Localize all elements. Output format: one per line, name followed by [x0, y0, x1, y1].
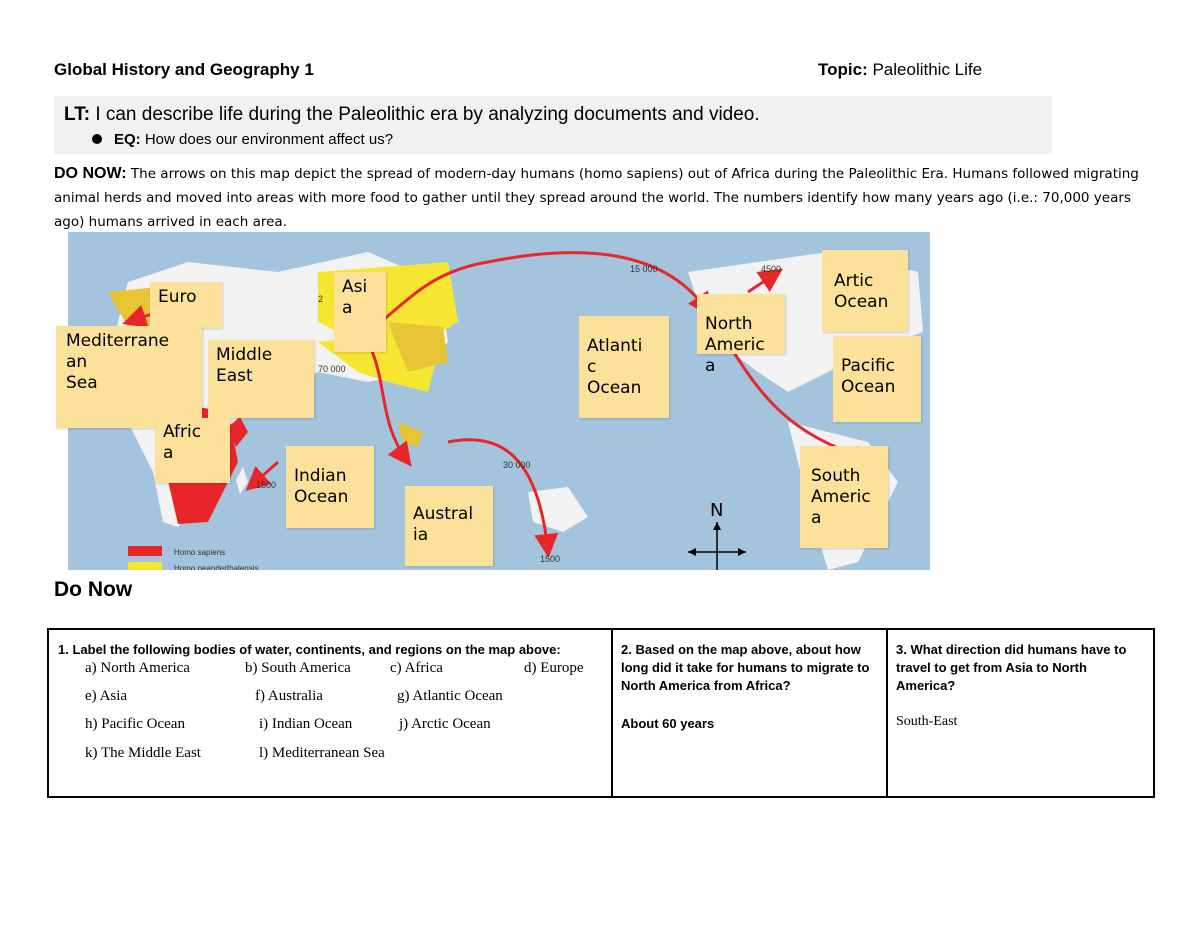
do-now-paragraph: [54, 162, 1154, 234]
q2-answer[interactable]: About 60 years: [621, 716, 715, 731]
do-now-label: DO NOW:: [54, 165, 127, 182]
q1-item: d) Europe: [524, 660, 584, 676]
eq-label: EQ:: [114, 131, 141, 148]
q1-item: c) Africa: [390, 660, 443, 676]
label-europe[interactable]: Euro: [150, 282, 222, 328]
q1-prompt: 1. Label the following bodies of water, continents, and regions on the map above:: [58, 642, 561, 657]
topic-label: Topic:: [818, 60, 868, 79]
compass-n: N: [710, 500, 724, 521]
label-australia[interactable]: Austral ia: [405, 486, 493, 566]
legend-label: Homo sapiens: [174, 548, 226, 557]
question-1-cell: [49, 630, 613, 796]
label-africa[interactable]: Afric a: [155, 418, 230, 483]
bullet-icon: [92, 134, 102, 144]
q1-item: l) Mediterranean Sea: [259, 745, 385, 761]
topic-header: [818, 60, 982, 80]
label-indian-ocean[interactable]: Indian Ocean: [286, 446, 374, 528]
learning-target-box: [54, 96, 1052, 154]
map-number: 1500: [540, 554, 561, 564]
map-number: 1500: [256, 480, 277, 490]
q1-item: h) Pacific Ocean: [85, 716, 185, 732]
question-2-cell: [613, 630, 888, 796]
label-north-america[interactable]: North Americ a: [697, 294, 785, 354]
course-title: Global History and Geography 1: [54, 60, 314, 79]
q1-item: a) North America: [85, 660, 190, 676]
map-number: 15 000: [630, 264, 658, 274]
q1-item: b) South America: [245, 660, 351, 676]
topic-value: Paleolithic Life: [872, 60, 983, 79]
q3-prompt: 3. What direction did humans have to travel to get from Asia to North America?: [896, 642, 1127, 693]
lt-label: LT:: [64, 104, 91, 125]
q1-item: g) Atlantic Ocean: [397, 688, 503, 704]
q2-prompt: 2. Based on the map above, about how long did it take for humans to migrate to North America from Africa?: [621, 642, 870, 693]
do-now-text: The arrows on this map depict the spread of modern-day humans (homo sapiens) out of Africa during the Paleolithic Era. Humans followed migrating animal herds and moved into areas with more food to gather until they spread around the world. The numbers identify how many years ago (i.e.: 70,000 years ago) humans arrived in each area.: [54, 166, 1139, 230]
map-number: 70 000: [318, 364, 346, 374]
lt-text: I can describe life during the Paleolithic era by analyzing documents and video.: [95, 104, 760, 125]
label-asia[interactable]: Asi a: [334, 272, 386, 352]
label-arctic-ocean[interactable]: Artic Ocean: [822, 250, 908, 332]
q1-item: e) Asia: [85, 688, 128, 704]
questions-table: [47, 628, 1155, 798]
eq-line: [92, 131, 393, 148]
q1-item: f) Australia: [255, 688, 323, 704]
map-number: 4500: [761, 264, 782, 274]
map-number: 2: [318, 294, 324, 304]
lt-line: [64, 104, 760, 126]
map-number: 30 000: [503, 460, 531, 470]
question-3-cell: [888, 630, 1153, 796]
legend-swatch-sapiens: [128, 546, 162, 556]
label-pacific-ocean[interactable]: Pacific Ocean: [833, 336, 921, 422]
q1-item: j) Arctic Ocean: [399, 716, 491, 732]
eq-text: How does our environment affect us?: [144, 131, 394, 148]
label-south-america[interactable]: South Americ a: [800, 446, 888, 548]
label-middle-east[interactable]: Middle East: [208, 340, 314, 418]
q1-item: i) Indian Ocean: [259, 716, 353, 732]
q3-answer[interactable]: South-East: [896, 714, 958, 729]
section-title: Do Now: [54, 578, 133, 601]
legend-swatch-neanderthal: [128, 562, 162, 570]
label-atlantic-ocean[interactable]: Atlanti c Ocean: [579, 316, 669, 418]
q1-item: k) The Middle East: [85, 745, 201, 761]
legend-label: Homo neanderthalensis: [174, 564, 259, 570]
label-mediterranean-sea[interactable]: Mediterrane an Sea: [56, 326, 202, 428]
